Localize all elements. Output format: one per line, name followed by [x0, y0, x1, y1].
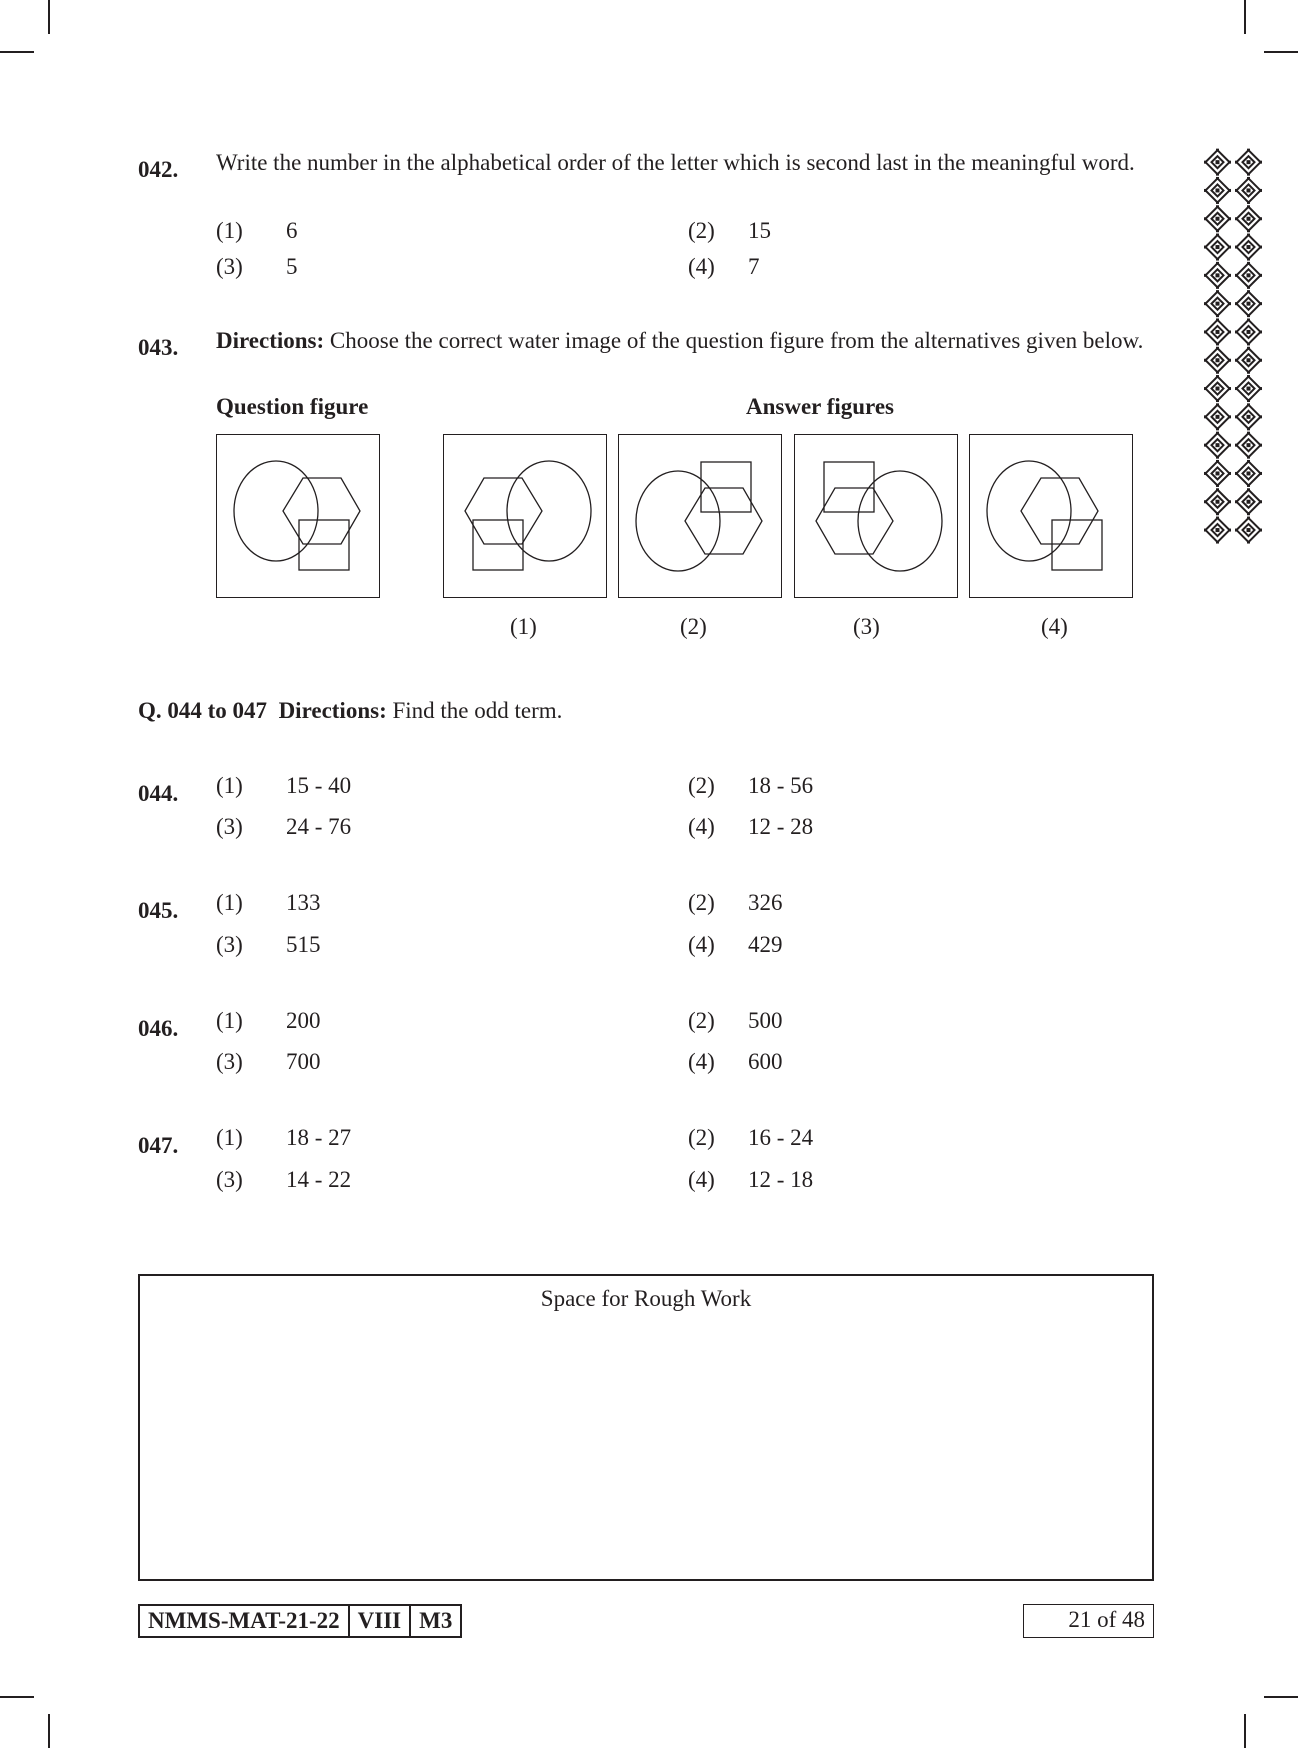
crop-mark [0, 1696, 34, 1698]
crop-mark [1264, 1696, 1298, 1698]
crop-mark [1264, 51, 1298, 53]
option-label: (3) [216, 932, 243, 957]
answer-figures-heading: Answer figures [746, 394, 895, 419]
option-value: 133 [286, 890, 321, 915]
option-value: 7 [748, 254, 760, 279]
answer-figure-label: (4) [1041, 614, 1068, 639]
class-label: VIII [348, 1606, 409, 1636]
option-label: (1) [216, 218, 243, 243]
option-label: (3) [216, 1049, 243, 1074]
option-label: (1) [216, 1008, 243, 1033]
crop-mark [0, 51, 34, 53]
option-value: 600 [748, 1049, 783, 1074]
page-number: 21 of 48 [1023, 1604, 1154, 1638]
question-text [216, 326, 1154, 356]
option-label: (2) [688, 890, 715, 915]
option-label: (4) [688, 814, 715, 839]
crop-mark [1244, 1714, 1246, 1748]
answer-figure-label: (3) [853, 614, 880, 639]
question-number: 042. [138, 157, 179, 182]
option-value: 18 - 27 [286, 1125, 352, 1150]
option-value: 5 [286, 254, 298, 279]
option-label: (2) [688, 218, 715, 243]
option-value: 14 - 22 [286, 1167, 352, 1192]
medium-label: M3 [409, 1606, 460, 1636]
question-figure [216, 434, 380, 598]
option-value: 15 [748, 218, 771, 243]
option-value: 6 [286, 218, 298, 243]
answer-figure-4[interactable] [969, 434, 1133, 598]
option-label: (3) [216, 814, 243, 839]
option-label: (1) [216, 1125, 243, 1150]
option-label: (4) [688, 254, 715, 279]
answer-figure-2[interactable] [618, 434, 782, 598]
option-label: (2) [688, 1008, 715, 1033]
rough-work-area[interactable] [138, 1274, 1154, 1581]
option-value: 16 - 24 [748, 1125, 814, 1150]
paper-code: NMMS-MAT-21-22 [148, 1608, 340, 1633]
option-value: 515 [286, 932, 321, 957]
option-label: (4) [688, 1049, 715, 1074]
question-number: 045. [138, 898, 179, 923]
crop-mark [48, 0, 50, 34]
option-value: 24 - 76 [286, 814, 352, 839]
section-range: Q. 044 to 047 [138, 698, 268, 723]
question-number: 046. [138, 1016, 179, 1041]
answer-figure-3[interactable] [794, 434, 958, 598]
question-number: 043. [138, 335, 179, 360]
ornamental-border-icon [1202, 148, 1264, 544]
option-value: 500 [748, 1008, 783, 1033]
option-label: (1) [216, 890, 243, 915]
section-directions [138, 698, 562, 724]
crop-mark [48, 1714, 50, 1748]
crop-mark [1244, 0, 1246, 34]
option-label: (3) [216, 254, 243, 279]
option-label: (2) [688, 773, 715, 798]
option-label: (1) [216, 773, 243, 798]
directions-label: Directions: [278, 698, 387, 723]
option-value: 700 [286, 1049, 321, 1074]
option-value: 12 - 18 [748, 1167, 814, 1192]
option-value: 18 - 56 [748, 773, 814, 798]
directions-label: Directions: [216, 328, 325, 353]
question-number: 047. [138, 1133, 179, 1158]
option-label: (4) [688, 1167, 715, 1192]
directions-text: Find the odd term. [392, 698, 563, 723]
option-label: (2) [688, 1125, 715, 1150]
paper-code-box [138, 1604, 462, 1638]
answer-figure-label: (1) [510, 614, 537, 639]
answer-figure-1[interactable] [443, 434, 607, 598]
option-value: 200 [286, 1008, 321, 1033]
option-value: 12 - 28 [748, 814, 814, 839]
directions-text: Choose the correct water image of the question figure from the alternatives given below. [329, 328, 1144, 353]
option-value: 15 - 40 [286, 773, 352, 798]
option-label: (4) [688, 932, 715, 957]
question-number: 044. [138, 781, 179, 806]
option-value: 429 [748, 932, 783, 957]
option-value: 326 [748, 890, 783, 915]
question-figure-heading: Question figure [216, 394, 369, 419]
option-label: (3) [216, 1167, 243, 1192]
question-text: Write the number in the alphabetical order of the letter which is second last in the meaningful word. [216, 150, 1135, 175]
rough-work-title: Space for Rough Work [540, 1286, 752, 1311]
answer-figure-label: (2) [680, 614, 707, 639]
